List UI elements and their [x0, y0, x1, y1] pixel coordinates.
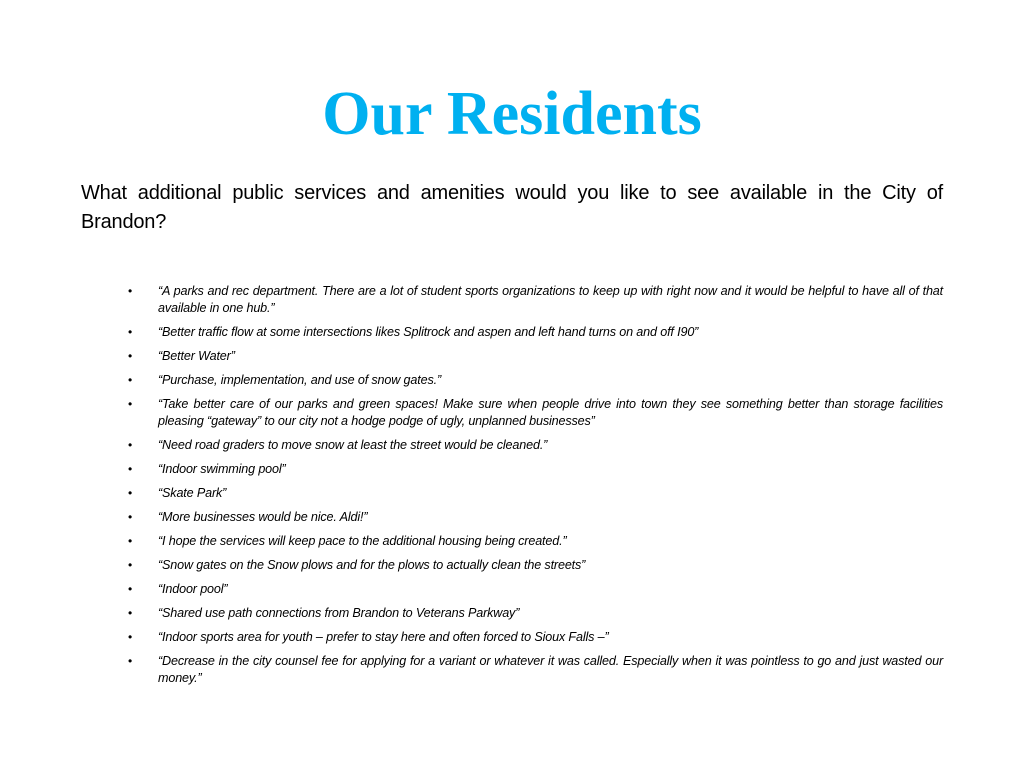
bullet-icon: • [128, 462, 133, 476]
response-text: “Indoor pool” [158, 582, 228, 596]
list-item [128, 324, 943, 341]
bullet-icon: • [128, 630, 133, 644]
response-list [128, 283, 943, 694]
response-text: “Skate Park” [158, 486, 227, 500]
response-text: “Decrease in the city counsel fee for applying for a variant or whatever it was called. Especially when it was pointless to go and just wasted our money.” [158, 654, 943, 685]
list-item [128, 629, 943, 646]
bullet-icon: • [128, 373, 133, 387]
response-text: “Take better care of our parks and green spaces! Make sure when people drive into town they see something better than storage facilities pleasing “gateway” to our city not a hodge podge of ugly, unplanned businesses” [158, 397, 943, 428]
response-text: “I hope the services will keep pace to the additional housing being created.” [158, 534, 567, 548]
bullet-icon: • [128, 654, 133, 668]
list-item [128, 348, 943, 365]
response-text: “More businesses would be nice. Aldi!” [158, 510, 368, 524]
response-text: “Need road graders to move snow at least the street would be cleaned.” [158, 438, 548, 452]
list-item [128, 437, 943, 454]
response-text: “Better traffic flow at some intersections likes Splitrock and aspen and left hand turns on and off I90” [158, 325, 699, 339]
bullet-icon: • [128, 438, 133, 452]
bullet-icon: • [128, 486, 133, 500]
list-item [128, 396, 943, 430]
bullet-icon: • [128, 510, 133, 524]
response-text: “Better Water” [158, 349, 235, 363]
list-item [128, 533, 943, 550]
response-text: “Indoor sports area for youth – prefer to stay here and often forced to Sioux Falls –” [158, 630, 609, 644]
bullet-icon: • [128, 284, 133, 298]
list-item [128, 557, 943, 574]
bullet-icon: • [128, 397, 133, 411]
slide-title: Our Residents [322, 80, 702, 148]
bullet-icon: • [128, 606, 133, 620]
list-item [128, 509, 943, 526]
list-item [128, 485, 943, 502]
list-item [128, 653, 943, 687]
response-text: “Snow gates on the Snow plows and for the plows to actually clean the streets” [158, 558, 586, 572]
list-item [128, 581, 943, 598]
survey-question: What additional public services and amenities would you like to see available in the City of Brandon? [81, 182, 943, 233]
response-text: “A parks and rec department. There are a lot of student sports organizations to keep up with right now and it would be helpful to have all of that available in one hub.” [158, 284, 943, 315]
bullet-icon: • [128, 582, 133, 596]
response-text: “Shared use path connections from Brandon to Veterans Parkway” [158, 606, 520, 620]
bullet-icon: • [128, 534, 133, 548]
list-item [128, 605, 943, 622]
list-item [128, 372, 943, 389]
bullet-icon: • [128, 558, 133, 572]
bullet-icon: • [128, 349, 133, 363]
list-item [128, 283, 943, 317]
bullet-icon: • [128, 325, 133, 339]
list-item [128, 461, 943, 478]
response-text: “Indoor swimming pool” [158, 462, 286, 476]
response-text: “Purchase, implementation, and use of snow gates.” [158, 373, 442, 387]
